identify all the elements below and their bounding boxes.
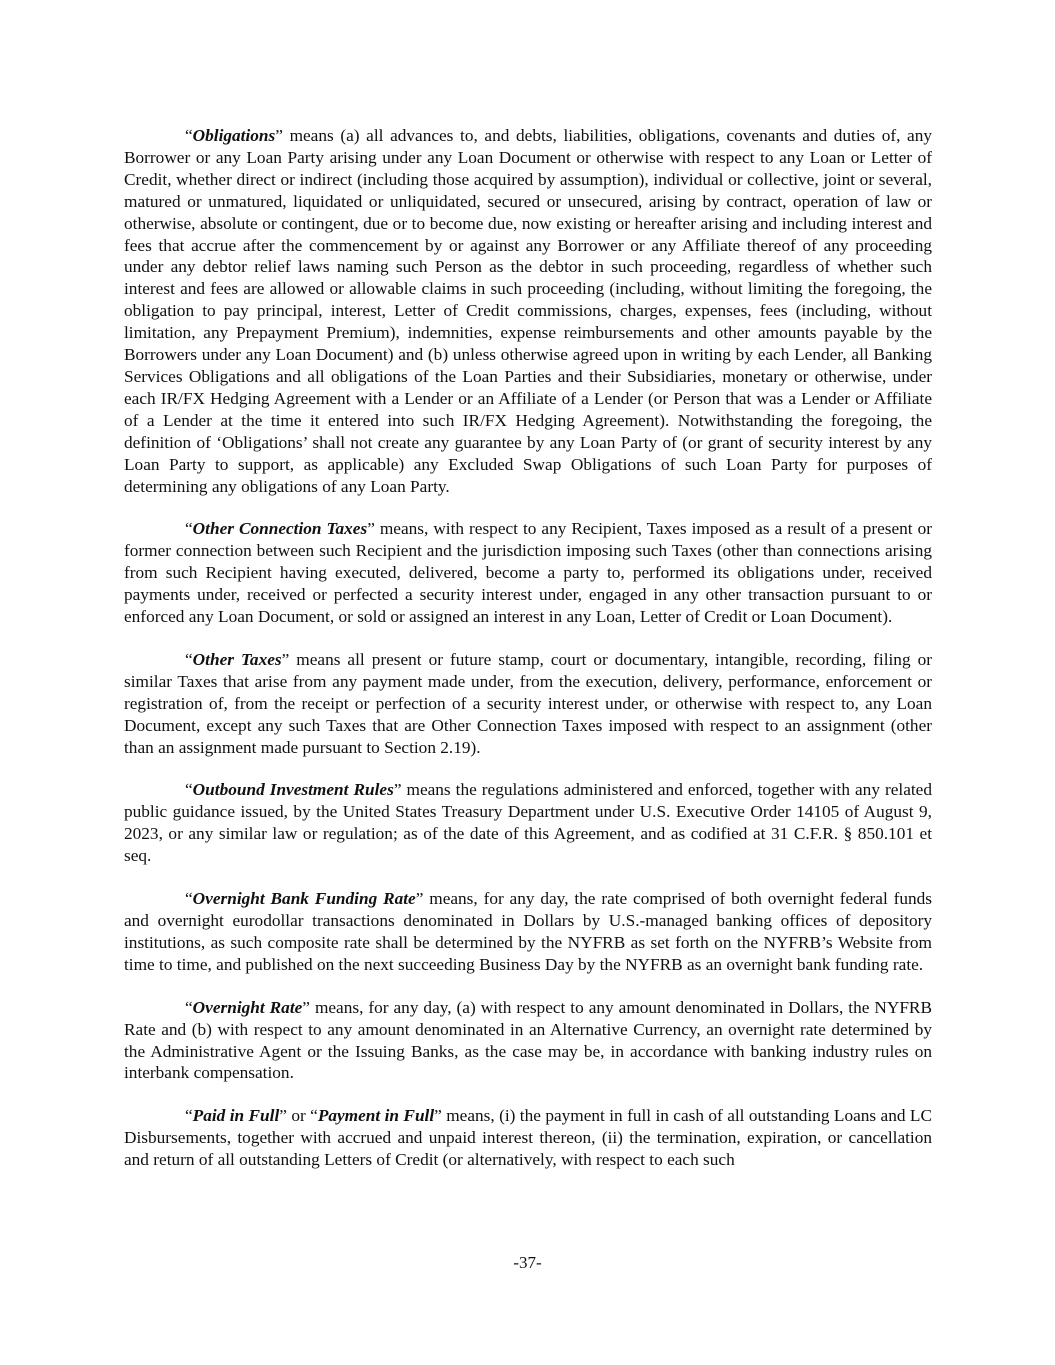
document-body bbox=[124, 125, 932, 1192]
defined-term: Other Connection Taxes bbox=[192, 519, 368, 539]
definition-text: ” means (a) all advances to, and debts, liabilities, obligations, covenants and duties of, any Borrower or any Loan Party arising under any Loan Document or otherwise with respect to any Loan or Letter of Credit, whether direct or indirect (including those acquired by assumption), individual or collective, joint or several, matured or unmatured, liquidated or unliquidated, secured or unsecured, arising by contract, operation of law or otherwise, absolute or contingent, due or to become due, now existing or hereafter arising and including interest and fees that accrue after the commencement by or against any Borrower or any Affiliate thereof of any proceeding under any debtor relief laws naming such Person as the debtor in such proceeding, regardless of whether such interest and fees are allowed or allowable claims in such proceeding (including, without limiting the foregoing, the obligation to pay principal, interest, Letter of Credit commissions, charges, expenses, fees (including, without limitation, any Prepayment Premium), indemnities, expense reimbursements and other amounts payable by the Borrowers under any Loan Document) and (b) unless otherwise agreed upon in writing by each Lender, all Banking Services Obligations and all obligations of the Loan Parties and their Subsidiaries, monetary or otherwise, under each IR/FX Hedging Agreement with a Lender or an Affiliate of a Lender (or Person that was a Lender or Affiliate of a Lender at the time it entered into such IR/FX Hedging Agreement). Notwithstanding the foregoing, the definition of ‘Obligations’ shall not create any guarantee by any Loan Party of (or grant of security interest by any Loan Party to support, as applicable) any Excluded Swap Obligations of such Loan Party for purposes of determining any obligations of any Loan Party. bbox=[124, 126, 932, 496]
definition-text: ” means, with respect to any Recipient, Taxes imposed as a result of a present or former connection between such Recipient and the jurisdiction imposing such Taxes (other than connections arising from such Recipient having executed, delivered, become a party to, performed its obligations under, received payments under, received or perfected a security interest under, engaged in any other transaction pursuant to or enforced any Loan Document, or sold or assigned an interest in any Loan, Letter of Credit or Loan Document). bbox=[124, 519, 932, 627]
definition-text: ” means, (i) the payment in full in cash of all outstanding Loans and LC Disbursements, together with accrued and unpaid interest thereon, (ii) the termination, expiration, or cancellation and return of all outstanding Letters of Credit (or alternatively, with respect to each such bbox=[124, 1106, 932, 1170]
definition-overnight-bank-funding-rate bbox=[124, 888, 932, 976]
open-quote: “ bbox=[185, 649, 193, 669]
open-quote: “ bbox=[185, 1106, 193, 1126]
open-quote: “ bbox=[185, 780, 193, 800]
definition-text: ” means the regulations administered and enforced, together with any related public guidance issued, by the United States Treasury Department under U.S. Executive Order 14105 of August 9, 2023, or any similar law or regulation; as of the date of this Agreement, and as codified at 31 C.F.R. § 850.101 et seq. bbox=[124, 780, 932, 866]
defined-term: Overnight Rate bbox=[192, 997, 303, 1017]
definition-outbound-investment-rules bbox=[124, 779, 932, 867]
definition-obligations bbox=[124, 125, 932, 497]
definition-text: ” means, for any day, (a) with respect to any amount denominated in Dollars, the NYFRB Rate and (b) with respect to any amount denominated in an Alternative Currency, an overnight rate determined by the Administrative Agent or the Issuing Banks, as the case may be, in accordance with banking industry rules on interbank compensation. bbox=[124, 997, 932, 1083]
definition-other-taxes bbox=[124, 649, 932, 759]
defined-term: Overnight Bank Funding Rate bbox=[192, 889, 416, 909]
definition-paid-in-full bbox=[124, 1105, 932, 1171]
defined-term: Other Taxes bbox=[192, 649, 282, 669]
defined-term: Obligations bbox=[192, 126, 276, 145]
open-quote: “ bbox=[185, 997, 193, 1017]
page-number: -37- bbox=[513, 1253, 542, 1272]
defined-term: Paid in Full bbox=[192, 1106, 280, 1126]
quote-connector: ” or “ bbox=[279, 1106, 318, 1126]
open-quote: “ bbox=[185, 889, 193, 909]
definition-text: ” means all present or future stamp, court or documentary, intangible, recording, filing or similar Taxes that arise from any payment made under, from the execution, delivery, performance, enforcement or registration of, from the receipt or perfection of a security interest under, or otherwise with respect to, any Loan Document, except any such Taxes that are Other Connection Taxes imposed with respect to an assignment (other than an assignment made pursuant to Section 2.19). bbox=[124, 649, 932, 757]
open-quote: “ bbox=[185, 519, 193, 539]
definition-overnight-rate bbox=[124, 997, 932, 1085]
definition-text: ” means, for any day, the rate comprised of both overnight federal funds and overnight eurodollar transactions denominated in Dollars by U.S.-managed banking offices of depository institutions, as such composite rate shall be determined by the NYFRB as set forth on the NYFRB’s Website from time to time, and published on the next succeeding Business Day by the NYFRB as an overnight bank funding rate. bbox=[124, 889, 932, 974]
defined-term: Outbound Investment Rules bbox=[192, 780, 394, 800]
definition-other-connection-taxes bbox=[124, 518, 932, 628]
open-quote: “ bbox=[185, 126, 193, 145]
defined-term: Payment in Full bbox=[317, 1106, 435, 1126]
